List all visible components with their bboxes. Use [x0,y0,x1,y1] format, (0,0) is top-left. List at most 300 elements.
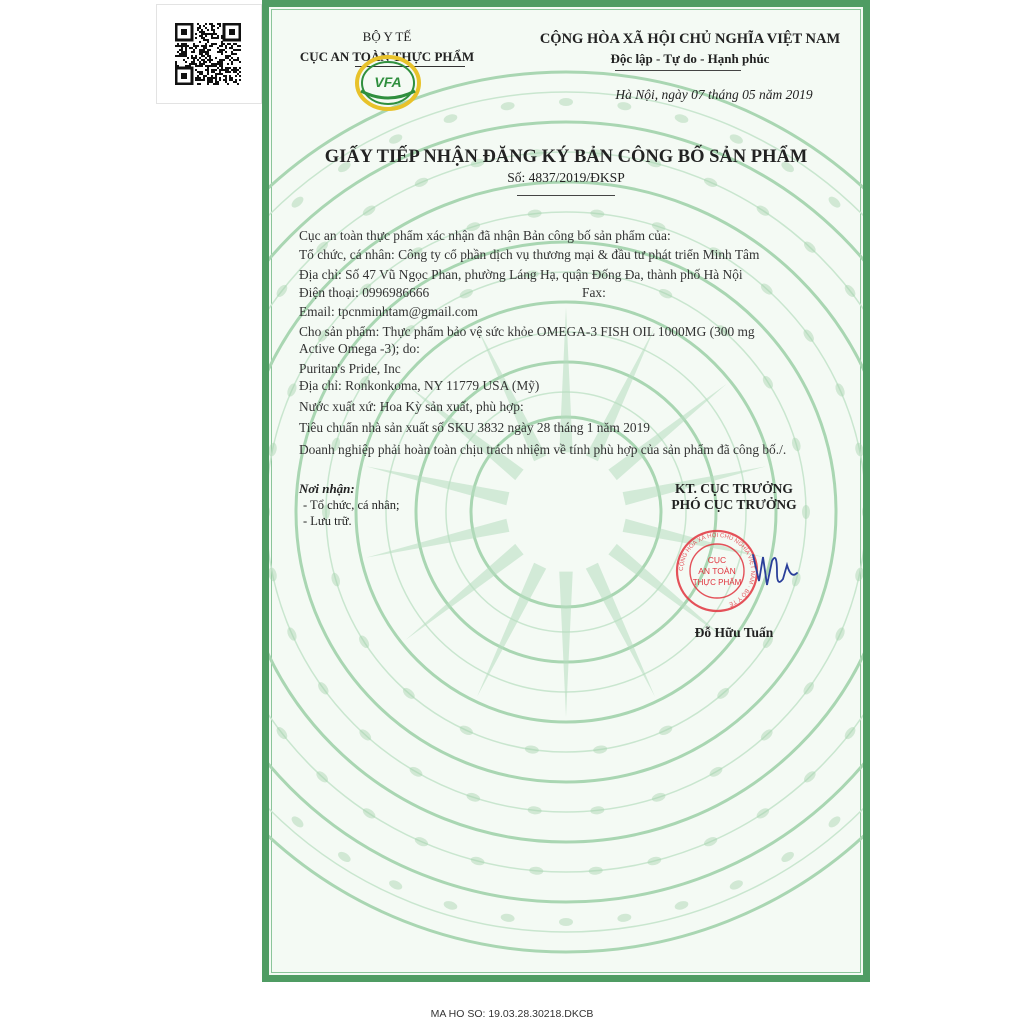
qr-module [183,51,185,53]
qr-module [183,45,185,47]
qr-module [205,33,207,35]
qr-module [207,53,209,55]
qr-module [217,27,219,29]
qr-module [177,43,179,45]
qr-module [221,69,223,71]
qr-module [211,79,213,81]
ring-motif [827,195,843,210]
ring-motif [458,724,474,737]
qr-module [237,59,239,61]
qr-module [231,79,233,81]
ring-motif [527,806,542,815]
sun-ray [559,572,572,717]
qr-module [219,73,221,75]
qr-module [209,81,211,83]
qr-module [191,51,193,53]
qr-module [223,79,225,81]
qr-module [211,75,213,77]
qr-module [179,49,181,51]
qr-module [231,45,233,47]
qr-module [219,23,221,25]
ring-motif [728,878,744,891]
ring-motif [790,437,802,453]
qr-module [217,37,219,39]
qr-module [203,61,205,63]
qr-module [217,47,219,49]
qr-module [205,23,207,25]
qr-module [209,65,211,67]
qr-module [203,33,205,35]
qr-module [231,51,233,53]
qr-module [213,25,215,27]
ring-motif [658,724,674,737]
qr-module [207,39,209,41]
qr-module [211,63,213,65]
qr-module [223,75,225,77]
qr-code-panel [156,4,262,104]
qr-module [201,71,203,73]
body-line-responsibility: Doanh nghiệp phải hoàn toàn chịu trách nhiệm về tính phù hợp của sản phẩm đã công bố./. [299,442,787,457]
agency-name: CỤC AN TOÀN THỰC PHẨM [299,49,475,64]
qr-module [199,77,201,79]
qr-module [203,75,205,77]
ring-motif [590,209,605,218]
qr-module [201,29,203,31]
qr-module [239,67,241,69]
qr-module [239,45,241,47]
qr-module [209,55,211,57]
qr-module [215,75,217,77]
qr-module [199,27,201,29]
qr-module [209,77,211,79]
qr-module [211,25,213,27]
qr-module [213,43,215,45]
qr-module [179,45,181,47]
stamp-inner-line: CỤC [707,555,727,565]
qr-module [205,75,207,77]
stamp-inner-line: AN TOÀN [698,566,736,576]
body-line-phone: Điện thoại: 0996986666 [299,285,430,300]
signature-title-2: PHÓ CỤC TRƯỞNG [671,497,797,512]
qr-module [205,39,207,41]
qr-module [203,77,205,79]
qr-module [207,29,209,31]
qr-module [195,33,197,35]
qr-module [203,49,205,51]
qr-module [203,39,205,41]
ring-motif [703,835,719,848]
qr-module [219,59,221,61]
qr-module [193,59,195,61]
qr-module [205,43,207,45]
dossier-code: MA HO SO: 19.03.28.30218.DKCB [430,1008,594,1020]
ring-motif [285,626,298,642]
ring-motif [408,765,424,779]
body-line-origin: Nước xuất xứ: Hoa Kỳ sản xuất, phù hợp: [299,399,524,414]
qr-module [231,57,233,59]
qr-module [225,69,227,71]
ring-motif [443,113,459,125]
ring-motif [854,567,863,582]
qr-module [231,61,233,63]
qr-module [197,71,199,73]
qr-module [185,51,187,53]
qr-module [195,69,197,71]
qr-module [237,73,239,75]
ring-motif [761,374,775,390]
qr-module [191,57,193,59]
recipient-item: - Lưu trữ. [303,514,352,528]
qr-module [217,81,219,83]
qr-module [223,49,225,51]
qr-module [211,27,213,29]
qr-module [215,73,217,75]
qr-module [219,45,221,47]
qr-module [197,77,199,79]
qr-module [207,71,209,73]
qr-module [227,43,229,45]
qr-module [239,49,241,51]
qr-module [217,51,219,53]
qr-module [197,79,199,81]
body-line-product-cont: Active Omega -3); do: [299,341,420,356]
qr-module [217,83,219,85]
ring-motif [593,745,608,755]
qr-module [181,43,183,45]
qr-module [213,33,215,35]
qr-module [211,77,213,79]
qr-module [195,57,197,59]
qr-module [225,47,227,49]
recipients-heading: Nơi nhận: [299,481,355,496]
qr-module [207,69,209,71]
qr-module [225,75,227,77]
qr-module [217,61,219,63]
qr-module [217,35,219,37]
qr-module [177,51,179,53]
qr-module [223,43,225,45]
ring-motif [827,814,843,829]
ring-motif [854,442,863,457]
qr-module [229,71,231,73]
qr-module [189,47,191,49]
qr-module [235,69,237,71]
vfa-logo-icon [353,53,423,113]
ring-motif [590,806,605,815]
document-number: Số: 4837/2019/ĐKSP [507,170,625,185]
qr-module [207,33,209,35]
qr-module [185,45,187,47]
qr-module [205,27,207,29]
qr-module [223,69,225,71]
qr-module [207,55,209,57]
qr-module [227,71,229,73]
qr-module [201,59,203,61]
qr-module [237,83,239,85]
qr-module [225,67,227,69]
sun-ray [477,563,546,697]
qr-module [229,43,231,45]
ring-motif [388,133,404,146]
qr-module [211,35,213,37]
qr-module [185,53,187,55]
qr-module [185,47,187,49]
qr-module [183,53,185,55]
qr-module [207,73,209,75]
qr-module [207,51,209,53]
qr-module [201,79,203,81]
qr-module [233,43,235,45]
issue-date: Hà Nội, ngày 07 tháng 05 năm 2019 [615,87,813,102]
qr-module [217,73,219,75]
qr-module [239,61,241,63]
qr-module [229,67,231,69]
qr-module [215,83,217,85]
ring-motif [529,866,544,875]
qr-module [201,51,203,53]
qr-module [239,79,241,81]
ring-motif [524,745,539,755]
qr-module [221,51,223,53]
ring-motif [674,113,690,125]
qr-module [219,77,221,79]
qr-module [201,33,203,35]
qr-module [225,51,227,53]
qr-module [219,61,221,63]
qr-module [227,67,229,69]
ring-motif [500,101,515,111]
qr-module [199,57,201,59]
ring-motif [834,626,847,642]
qr-module [201,31,203,33]
qr-module [199,41,201,43]
qr-module [181,49,183,51]
ring-motif [651,791,667,803]
qr-module [219,79,221,81]
qr-module [225,55,227,57]
ring-motif [862,505,863,519]
qr-module [195,63,197,65]
body-line-manufacturer-address: Địa chỉ: Ronkonkoma, NY 11779 USA (Mỹ) [299,378,540,393]
qr-module [183,55,185,57]
qr-module [193,45,195,47]
ring-motif [413,835,429,848]
title-underline [517,195,615,196]
qr-module [203,31,205,33]
qr-module [209,61,211,63]
qr-module [213,31,215,33]
body-line-email: Email: tpcnminhtam@gmail.com [299,304,478,319]
qr-module [197,59,199,61]
ring-motif [269,505,270,519]
qr-module [237,57,239,59]
qr-module [239,71,241,73]
ring-motif [755,806,771,820]
qr-module [199,61,201,63]
ring-motif [443,900,459,912]
qr-module [233,49,235,51]
qr-module [191,47,193,49]
qr-module [187,57,189,59]
qr-module [227,55,229,57]
qr-module [215,43,217,45]
qr-module [185,55,187,57]
qr-module [193,57,195,59]
qr-module [219,65,221,67]
qr-module [221,63,223,65]
qr-module [225,81,227,83]
qr-module [235,43,237,45]
qr-module [207,77,209,79]
body-line-manufacturer: Puritan's Pride, Inc [299,361,401,376]
ring-motif [780,850,796,864]
qr-module [191,63,193,65]
qr-module [229,47,231,49]
qr-module [229,75,231,77]
qr-module [239,75,241,77]
qr-module [205,35,207,37]
qr-module [215,37,217,39]
qr-module [221,65,223,67]
qr-module [227,63,229,65]
qr-module [209,79,211,81]
ring-motif [361,806,377,820]
qr-module [191,55,193,57]
ring-motif [361,203,377,217]
qr-module [211,37,213,39]
qr-module [197,23,199,25]
qr-module [215,79,217,81]
qr-module [215,63,217,65]
qr-module [195,79,197,81]
ring-motif [755,203,771,217]
qr-module [201,37,203,39]
qr-module [201,53,203,55]
qr-module [207,79,209,81]
ring-motif [290,195,306,210]
qr-module [193,49,195,51]
qr-module [231,77,233,79]
qr-code-icon [175,23,241,85]
qr-module [217,23,219,25]
qr-module [217,67,219,69]
qr-module [229,55,231,57]
ring-motif [674,900,690,912]
qr-module [183,59,185,61]
ministry-name: BỘ Y TẾ [362,29,412,44]
qr-module [235,59,237,61]
qr-module [203,45,205,47]
qr-module [225,71,227,73]
qr-module [221,59,223,61]
body-line-fax: Fax: [582,285,606,300]
qr-module [195,55,197,57]
sun-ray [586,563,655,697]
qr-module [205,45,207,47]
qr-module [209,33,211,35]
qr-module [233,81,235,83]
qr-module [181,51,183,53]
qr-module [215,33,217,35]
qr-module [185,49,187,51]
qr-module [219,51,221,53]
qr-module [237,49,239,51]
stamp-inner-line: THỰC PHẨM [692,578,742,587]
qr-module [235,79,237,81]
qr-module [195,47,197,49]
qr-module [223,59,225,61]
qr-module [203,37,205,39]
qr-module [221,45,223,47]
recipient-item: - Tổ chức, cá nhân; [303,498,400,512]
certificate-document [262,0,870,982]
qr-module [197,75,199,77]
ring-motif [269,567,278,582]
qr-module [193,63,195,65]
qr-module [221,67,223,69]
qr-module [217,63,219,65]
ring-motif [647,855,663,866]
handwritten-signature-icon [753,555,797,585]
qr-module [205,65,207,67]
qr-module [211,81,213,83]
stamp-ring-text: CỘNG HÒA XÃ HỘI CHỦ NGHĨA VIỆT NAM · BỘ Y TẾ [678,532,756,607]
qr-module [205,51,207,53]
ring-motif [728,133,744,146]
qr-module [191,61,193,63]
qr-module [235,49,237,51]
qr-module [187,45,189,47]
qr-module [195,65,197,67]
qr-module [211,65,213,67]
qr-module [235,67,237,69]
qr-module [195,37,197,39]
qr-module [185,43,187,45]
qr-module [211,33,213,35]
qr-module [179,53,181,55]
qr-module [213,77,215,79]
qr-module [199,53,201,55]
qr-module [199,71,201,73]
qr-module [199,35,201,37]
qr-module [201,65,203,67]
signature-title-1: KT. CỤC TRƯỞNG [675,481,793,496]
qr-module [193,61,195,63]
qr-module [225,79,227,81]
qr-module [219,25,221,27]
qr-module [211,59,213,61]
qr-module [199,65,201,67]
qr-module [199,79,201,81]
qr-module [213,71,215,73]
qr-module [203,63,205,65]
qr-module [215,57,217,59]
qr-module [235,53,237,55]
qr-module [227,83,229,85]
qr-module [185,61,187,63]
qr-module [213,29,215,31]
qr-module [215,69,217,71]
ring-motif [290,814,306,829]
body-line-standard: Tiêu chuẩn nhà sản xuất số SKU 3832 ngày 28 tháng 1 năm 2019 [299,420,650,435]
ring-motif [465,791,481,803]
ring-motif [336,850,352,864]
qr-module [205,53,207,55]
qr-module [207,41,209,43]
ring-motif [330,572,342,588]
qr-module [209,23,211,25]
qr-module [201,63,203,65]
